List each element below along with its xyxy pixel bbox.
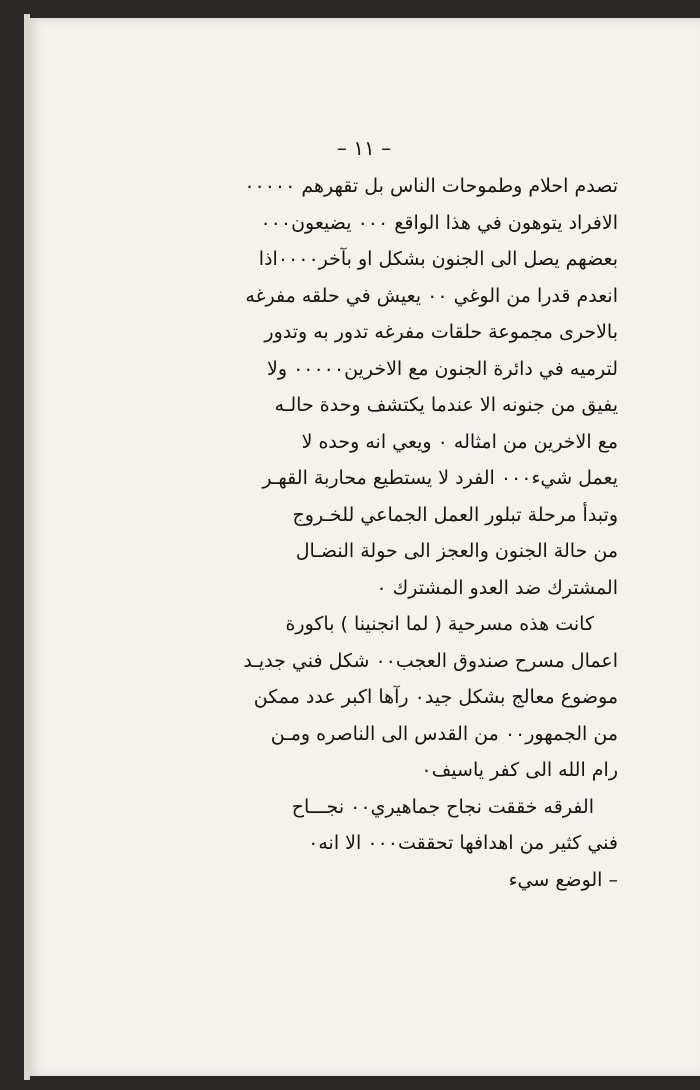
text-line: – الوضع سيء <box>508 868 618 891</box>
text-line: موضوع معالج بشكل جيد٠ رآها اكبر عدد ممكن <box>253 686 618 708</box>
text-line: فني كثير من اهدافها تحققت٠٠٠ الا انه٠ <box>308 832 618 854</box>
text-line: كانت هذه مسرحية ( لما انجنينا ) باكورة <box>285 613 594 635</box>
text-line: لترميه في دائرة الجنون مع الاخرين٠٠٠٠٠ ولا <box>267 357 618 380</box>
text-line: بالاحرى مجموعة حلقات مفرغه تدور به وتدور <box>264 321 618 343</box>
page-number: – ١١ – <box>336 136 392 160</box>
text-line: الافراد يتوهون في هذا الواقع ٠٠٠ يضيعون٠٠٠ <box>260 211 618 234</box>
document-page <box>28 18 700 1076</box>
text-line: وتبدأ مرحلة تبلور العمل الجماعي للخـروج <box>292 503 618 526</box>
text-line: انعدم قدرا من الوغي ٠٠ يعيش في حلقه مفرغه <box>245 284 618 307</box>
text-line: رام الله الى كفر ياسيف٠ <box>421 759 618 781</box>
text-line: المشترك ضد العدو المشترك ٠ <box>376 576 618 599</box>
text-line: بعضهم يصل الى الجنون بشكل او بآخر٠٠٠٠اذا <box>258 248 618 270</box>
text-line: مع الاخرين من امثاله ٠ ويعي انه وحده لا <box>301 430 618 453</box>
text-line: من حالة الجنون والعجز الى حولة النضـال <box>295 540 618 562</box>
text-line: اعمال مسرح صندوق العجب٠٠ شكل فني جديـد <box>243 649 618 672</box>
text-line: الفرقه خققت نجاح جماهيري٠٠ نجـــاح <box>291 795 594 818</box>
text-line: يفيق من جنونه الا عندما يكتشف وحدة حالـه <box>274 394 618 416</box>
text-line: يعمل شيء٠٠٠ الفرد لا يستطيع محاربة القهـر <box>262 467 618 489</box>
text-line: من الجمهور٠٠ من القدس الى الناصره ومـن <box>270 722 618 745</box>
text-line: تصدم احلام وطموحات الناس بل تقهرهم ٠٠٠٠٠ <box>244 175 618 197</box>
body-text <box>118 168 618 898</box>
